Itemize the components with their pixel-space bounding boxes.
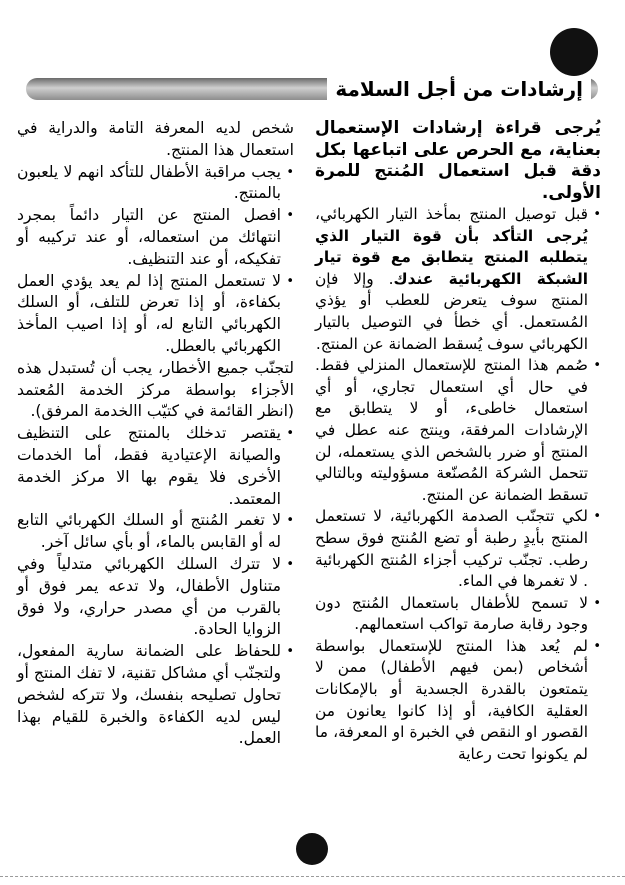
list-item bbox=[17, 271, 294, 358]
list-item bbox=[315, 506, 601, 592]
bullet-icon: • bbox=[286, 556, 294, 572]
item-text: صُمم هذا المنتج للإستعمال المنزلي فقط. في حال أي استعمال تجاري، أو أي استعمال خاطىء، أو لا يتطابق مع الإرشادات المرفقة، وينتج عنه عطل في المنتج أو ضرر بالشخص الذي يستعمله، لن تتحمل الشركة المُصنّعة مسؤوليته وبالتالي تسقط الضمانة عن المنتج. bbox=[315, 356, 588, 504]
bullet-icon: • bbox=[593, 595, 601, 611]
page-number-circle bbox=[296, 833, 328, 865]
list-item bbox=[17, 510, 294, 554]
page-title: إرشادات من أجل السلامة bbox=[327, 76, 591, 102]
item-text: لم يُعد هذا المنتج للإستعمال بواسطة أشخاص (بمن فيهم الأطفال) ممن لا يتمتعون بالقدرة الجسدية أو بالإمكانات العقلية الكافية، أو إذا كانوا يعانون من القصور او النقص في الخبرة او المعرفة، ما لم يكونوا تحت رعاية bbox=[315, 636, 588, 763]
list-item bbox=[17, 162, 294, 206]
left-bullet-list bbox=[17, 162, 294, 358]
item-text: لا تسمح للأطفال باستعمال المُنتج دون وجود رقابة صارمة تواكب استعمالهم. bbox=[315, 593, 588, 634]
list-item bbox=[17, 641, 294, 750]
list-item bbox=[315, 593, 601, 636]
bullet-icon: • bbox=[286, 208, 294, 224]
item-text: قبل توصيل المنتج بمأخذ التيار الكهربائي، bbox=[315, 205, 588, 223]
list-item bbox=[315, 204, 601, 355]
bullet-icon: • bbox=[286, 513, 294, 529]
bullet-icon: • bbox=[593, 509, 601, 525]
right-bullet-list bbox=[315, 204, 601, 765]
list-item bbox=[315, 636, 601, 766]
item-text: لا تغمر المُنتج أو السلك الكهربائي التابع له أو القابس بالماء، أو بأي سائل آخر. bbox=[17, 511, 281, 552]
list-item bbox=[17, 205, 294, 270]
continuation-paragraph: شخص لديه المعرفة التامة والدراية في استعمال هذا المنتج. bbox=[17, 119, 294, 159]
item-text: يجب مراقبة الأطفال للتأكد انهم لا يلعبون بالمنتج. bbox=[17, 162, 281, 203]
bullet-icon: • bbox=[286, 164, 294, 180]
item-text: للحفاظ على الضمانة سارية المفعول، ولتجنّب أي مشاكل تقنية، لا تفك المنتج أو تحاول تصليحه بنفسك، ولا تتركه لشخص ليس لديه الكفاءة والخبرة للقيام بهذا العمل. bbox=[17, 642, 281, 748]
page-bottom-border bbox=[0, 876, 625, 877]
left-bullet-list-2 bbox=[17, 423, 294, 750]
intro-paragraph: يُرجى قراءة إرشادات الإستعمال بعناية، مع الحرص على اتباعها بكل دقة قبل استعمال المُنتج للمرة الأولى. bbox=[315, 118, 601, 203]
bullet-icon: • bbox=[286, 644, 294, 660]
list-item bbox=[17, 423, 294, 510]
page-marker-circle bbox=[550, 28, 598, 76]
bullet-icon: • bbox=[593, 207, 601, 222]
list-item bbox=[17, 554, 294, 641]
bullet-icon: • bbox=[286, 273, 294, 289]
bullet-icon: • bbox=[593, 358, 601, 374]
item-text: لا تترك السلك الكهربائي متدلياً وفي متناول الأطفال، ولا تدعه يمر فوق أو بالقرب من أي مصدر حراري، ولا فوق الزوايا الحادة. bbox=[17, 554, 281, 639]
replacement-note: لتجنّب جميع الأخطار، يجب أن تُستبدل هذه الأجزاء بواسطة مركز الخدمة المُعتمد (انظر القائمة في كتيّب االخدمة المرفق). bbox=[17, 358, 294, 421]
item-text: افصل المنتج عن التيار دائماً بمجرد انتهائك من استعماله، أو عند تركيبه أو تفكيكه، أو عند التنظيف. bbox=[17, 206, 281, 268]
right-column bbox=[315, 118, 601, 765]
item-text: . وإلا فإن المنتج سوف يتعرض للعطب أو يؤذي المُستعمل. أي خطأ في التوصيل بالتيار الكهربائي سوف يُسقط الضمانة عن المنتج. bbox=[315, 269, 588, 353]
item-emphasis: يُرجى التأكد بأن قوة التيار الذي يتطلبه المنتج يتطابق مع قوة تيار الشبكة الكهربائية عندك bbox=[315, 226, 588, 288]
item-text: يقتصر تدخلك بالمنتج على التنظيف والصيانة الإعتيادية فقط، أما الخدمات الأخرى فلا يقوم بها الا مركز الخدمة المعتمد. bbox=[17, 424, 281, 508]
bullet-icon: • bbox=[286, 426, 294, 442]
list-item bbox=[315, 355, 601, 506]
item-text: لكي تتجنّب الصدمة الكهربائية، لا تستعمل المنتج بأيدٍ رطبة أو تضع المُنتج فوق سطح رطب. تجنّب تركيب أجزاء المُنتج الكهربائية . لا تغمرها في الماء. bbox=[315, 507, 588, 591]
left-column bbox=[17, 118, 294, 750]
item-text: لا تستعمل المنتج إذا لم يعد يؤدي العمل بكفاءة، أو إذا تعرض للتلف، أو السلك الكهربائي التابع له، أو إذا اصيب المأخذ الكهربائي بالعطل. bbox=[17, 271, 281, 355]
bullet-icon: • bbox=[593, 638, 601, 654]
